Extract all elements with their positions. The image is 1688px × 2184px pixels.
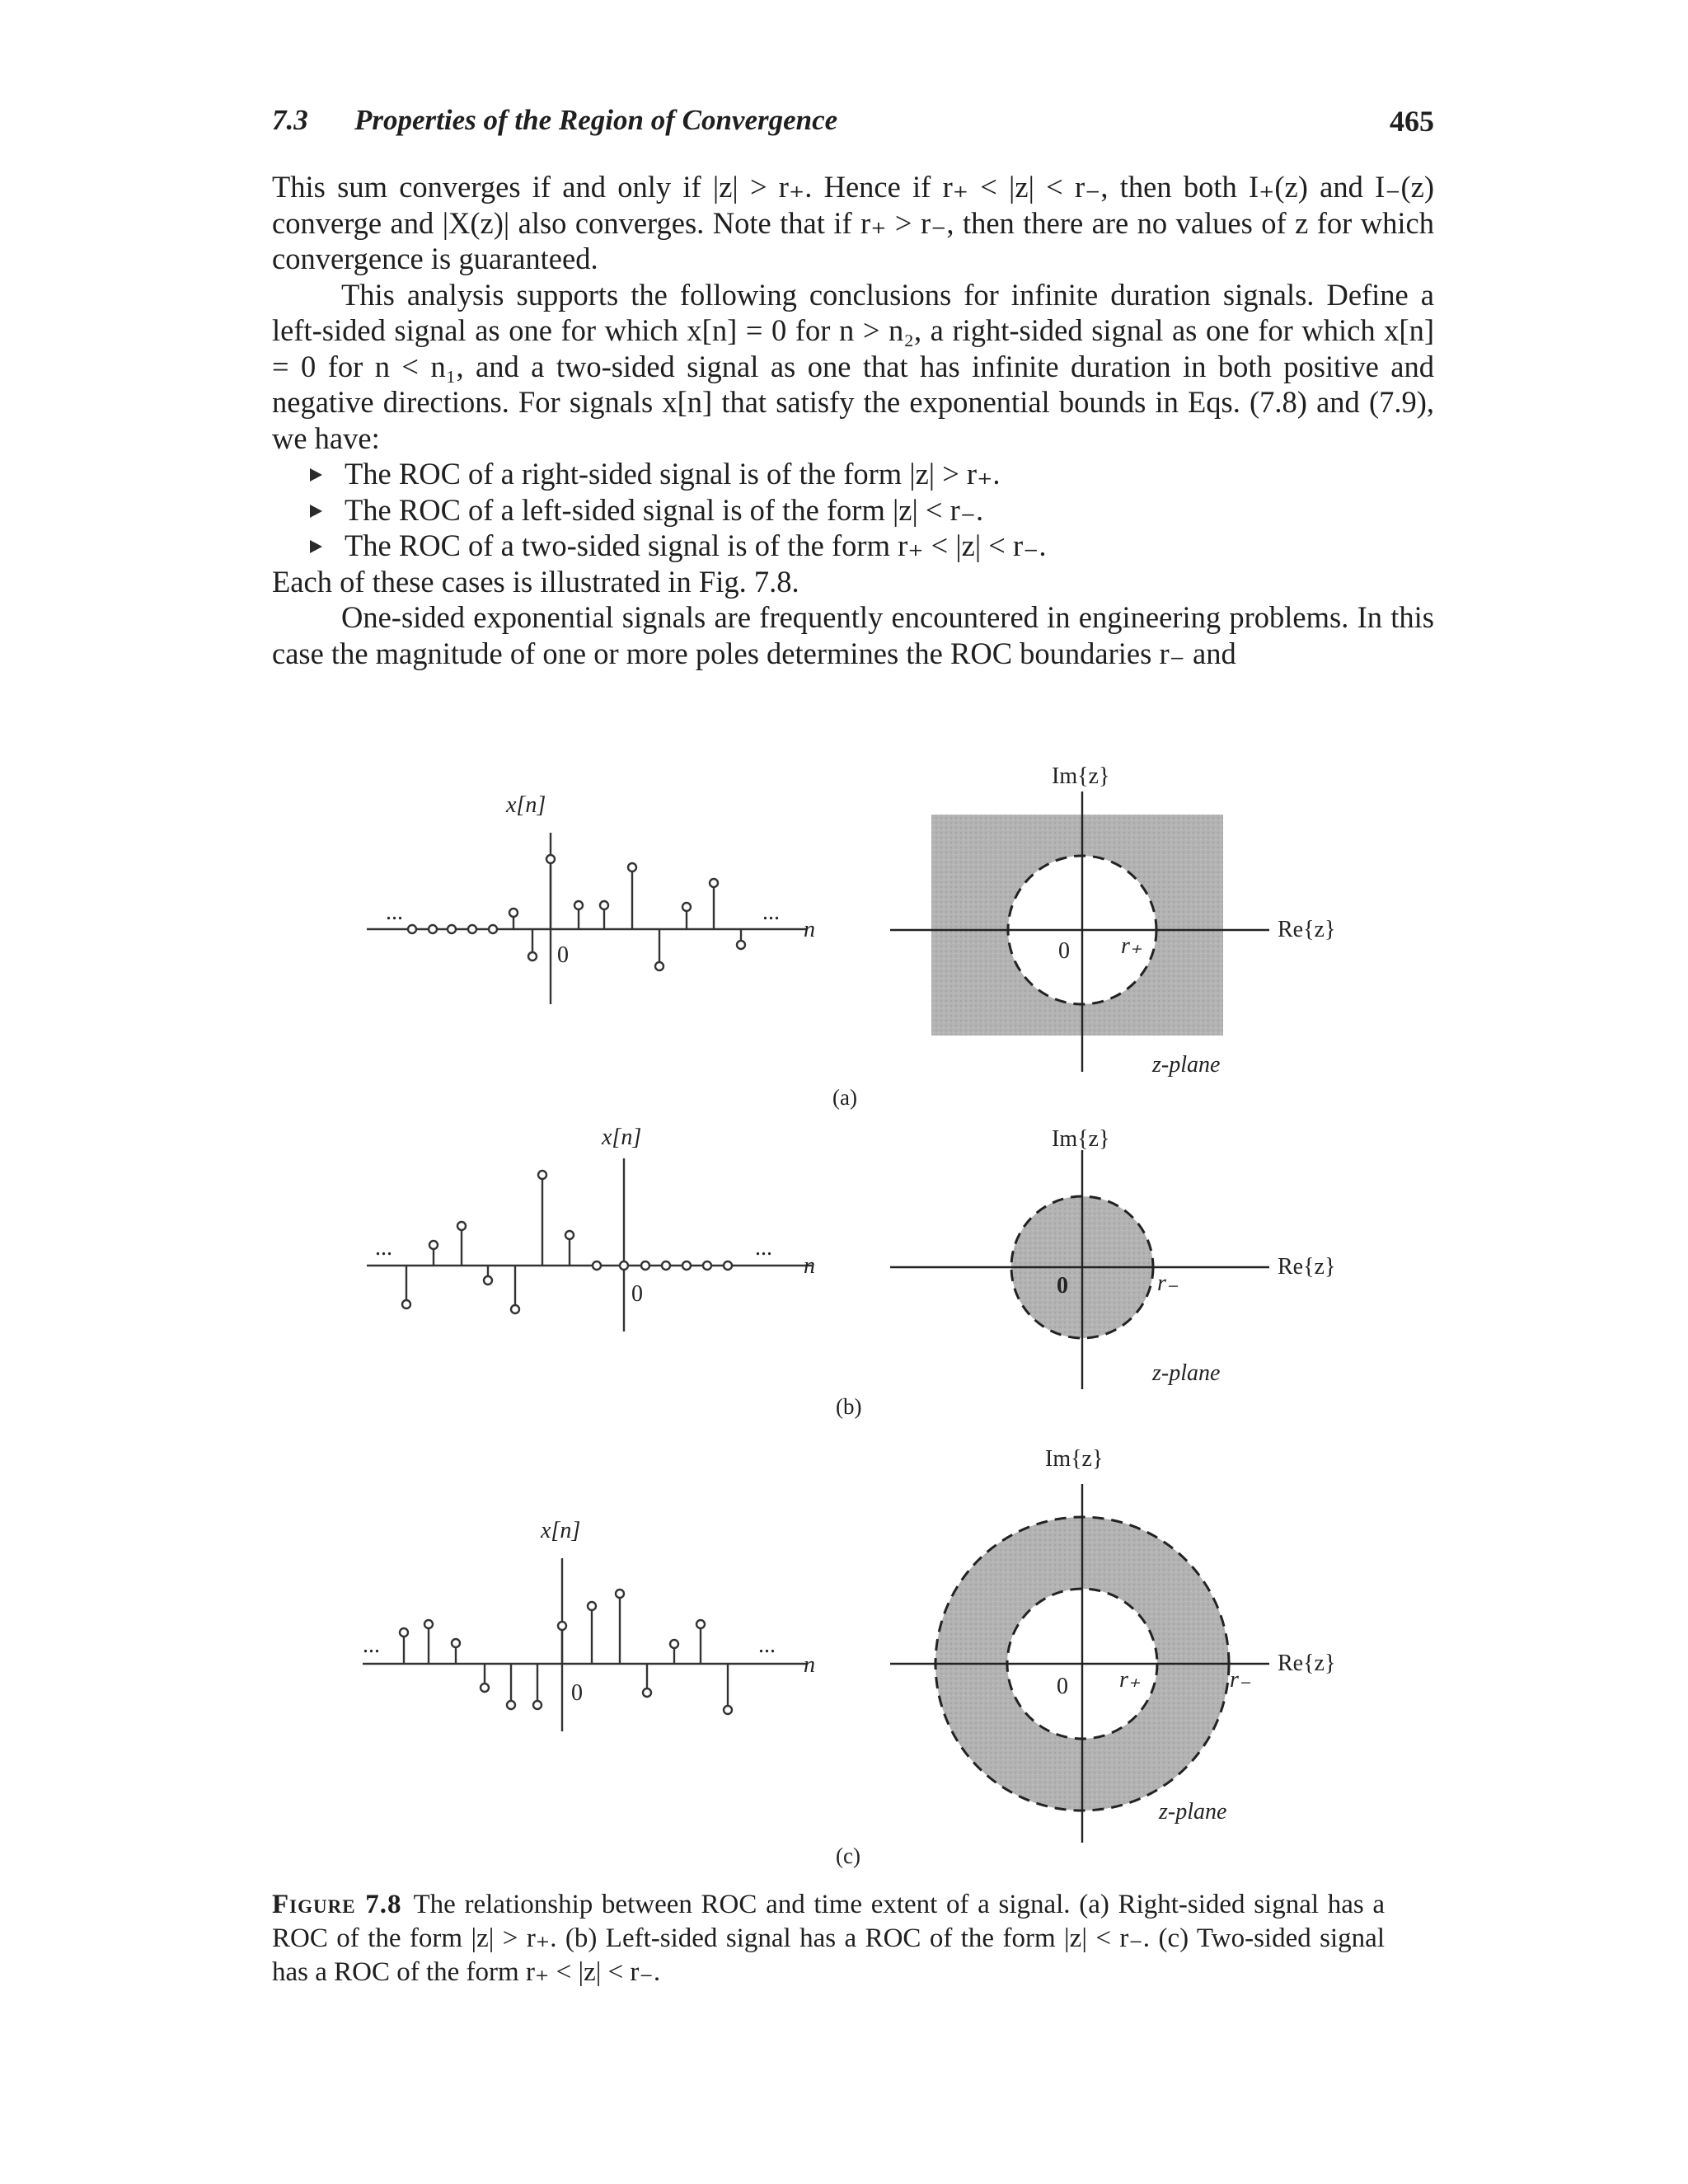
section-number: 7.3 [272, 104, 308, 136]
r-minus-label: r₋ [1230, 1667, 1251, 1693]
origin-label: 0 [557, 942, 569, 968]
origin-label: 0 [571, 1680, 583, 1706]
stem-head [616, 1590, 624, 1598]
bullet-text: The ROC of a two-sided signal is of the form r₊ < |z| < r₋. [345, 528, 1047, 562]
paragraph-3: Each of these cases is illustrated in Fig. 7.8. [272, 564, 799, 599]
ellipsis-left: ... [375, 1235, 392, 1261]
stem-head [737, 941, 745, 949]
stem-zero [620, 1261, 628, 1270]
stem-head [528, 952, 537, 960]
stem-zero [593, 1261, 601, 1270]
panel-c [363, 1446, 1335, 1868]
stem-head [558, 1622, 566, 1630]
stem-head [509, 909, 518, 917]
origin-label: 0 [1057, 1273, 1068, 1299]
panel-b [367, 1125, 1335, 1419]
paragraph-4: One-sided exponential signals are frequently encountered in engineering problems. In this case the magnitude of one or more poles determines the ROC boundaries r₋ and [272, 600, 1434, 670]
im-axis-label: Im{z} [1052, 1126, 1110, 1152]
stem-head [457, 1222, 466, 1230]
stem-head [481, 1684, 489, 1692]
panel-a [367, 763, 1335, 1110]
stem-plot-b [367, 1158, 812, 1332]
signal-label: x[n] [541, 1518, 581, 1543]
re-axis-label: Re{z} [1278, 1651, 1336, 1676]
stem-head [402, 1300, 410, 1308]
ellipsis-right: ... [758, 1632, 776, 1658]
n-axis-label: n [804, 1253, 815, 1279]
stem-head [533, 1701, 542, 1709]
panel-label-c: (c) [836, 1843, 860, 1868]
stem-head [400, 1628, 408, 1637]
n-axis-label: n [804, 917, 815, 942]
z-plane-b [890, 1126, 1335, 1389]
r-plus-label: r₊ [1121, 933, 1142, 959]
stem-plot-c [363, 1558, 808, 1731]
section-title: Properties of the Region of Convergence [354, 104, 838, 136]
stem-zero [408, 925, 416, 933]
stem-head [429, 1241, 438, 1249]
stem-zero [703, 1261, 711, 1270]
z-plane-label: z-plane [1152, 1052, 1221, 1078]
stem-head [546, 855, 555, 863]
bullet-text: The ROC of a right-sided signal is of the form |z| > r₊. [345, 457, 1001, 491]
re-axis-label: Re{z} [1278, 917, 1336, 942]
z-plane-a [890, 763, 1335, 1078]
stem-head [643, 1688, 651, 1697]
ellipsis-left: ... [386, 899, 403, 925]
n-axis-label: n [804, 1652, 815, 1678]
ellipsis-right: ... [755, 1235, 772, 1261]
stem-zero [448, 925, 456, 933]
stem-head [628, 863, 636, 871]
stem-head [511, 1305, 519, 1313]
stem-head [538, 1171, 546, 1179]
z-plane-label: z-plane [1152, 1360, 1221, 1386]
stem-head [588, 1602, 596, 1610]
stem-head [452, 1639, 460, 1647]
stem-zero [682, 1261, 691, 1270]
r-minus-label: r₋ [1157, 1270, 1179, 1296]
stem-zero [662, 1261, 670, 1270]
stem-plot-a [367, 833, 808, 1004]
ellipsis-right: ... [762, 899, 780, 925]
im-axis-label: Im{z} [1052, 763, 1110, 789]
origin-label: 0 [1058, 938, 1070, 964]
stem-zero [468, 925, 476, 933]
stem-head [565, 1231, 574, 1239]
stem-zero [641, 1261, 649, 1270]
z-plane-c [890, 1446, 1335, 1843]
stem-head [696, 1620, 705, 1628]
panel-label-a: (a) [832, 1085, 857, 1110]
im-axis-label: Im{z} [1045, 1446, 1104, 1472]
re-axis-label: Re{z} [1278, 1254, 1336, 1280]
origin-label: 0 [1057, 1674, 1068, 1699]
paragraph-1: This sum converges if and only if |z| > r₊. Hence if r₊ < |z| < r₋, then both I₊(z) and I₋(z) converge and |X(z)| also converges. Note that if r₊ > r₋, then there are no values of z for which convergence is guaranteed. [272, 170, 1434, 275]
panel-label-b: (b) [836, 1394, 862, 1419]
bullet-text: The ROC of a left-sided signal is of the form |z| < r₋. [345, 492, 984, 527]
page-number: 465 [1390, 105, 1434, 138]
stem-head [507, 1701, 515, 1709]
stem-zero [429, 925, 437, 933]
caption-label: Figure 7.8 [272, 1890, 402, 1919]
stem-head [724, 1706, 732, 1714]
stem-head [574, 901, 583, 909]
origin-label: 0 [631, 1281, 643, 1307]
stem-head [424, 1620, 433, 1628]
stem-head [484, 1276, 492, 1285]
ellipsis-left: ... [363, 1632, 380, 1658]
signal-label: x[n] [602, 1125, 642, 1150]
z-plane-label: z-plane [1159, 1799, 1227, 1825]
stem-head [600, 901, 608, 909]
figure-caption [272, 1888, 1385, 1989]
signal-label: x[n] [506, 792, 546, 818]
stem-head [655, 962, 663, 970]
stem-zero [724, 1261, 732, 1270]
stem-head [710, 879, 718, 887]
paragraph-2: This analysis supports the following conclusions for infinite duration signals. Define a left-sided signal as one for which x[n] = 0 for n > n₂, a right-sided signal as one for which x[n] = 0 for n < n₁, and a two-sided signal as one that has infinite duration in both positive and negative directions. For signals x[n] that satisfy the exponential bounds in Eqs. (7.8) and (7.9), we have: [272, 277, 1434, 455]
caption-text: The relationship between ROC and time extent of a signal. (a) Right-sided signal has a ROC of the form |z| > r₊. (b) Left-sided signal has a ROC of the form |z| < r₋. (c) Two-sided signal has a ROC of the form r₊ < |z| < r₋. [272, 1890, 1385, 1987]
stem-zero [489, 925, 497, 933]
stem-head [682, 903, 691, 911]
r-plus-label: r₊ [1119, 1667, 1141, 1693]
stem-head [670, 1640, 678, 1648]
